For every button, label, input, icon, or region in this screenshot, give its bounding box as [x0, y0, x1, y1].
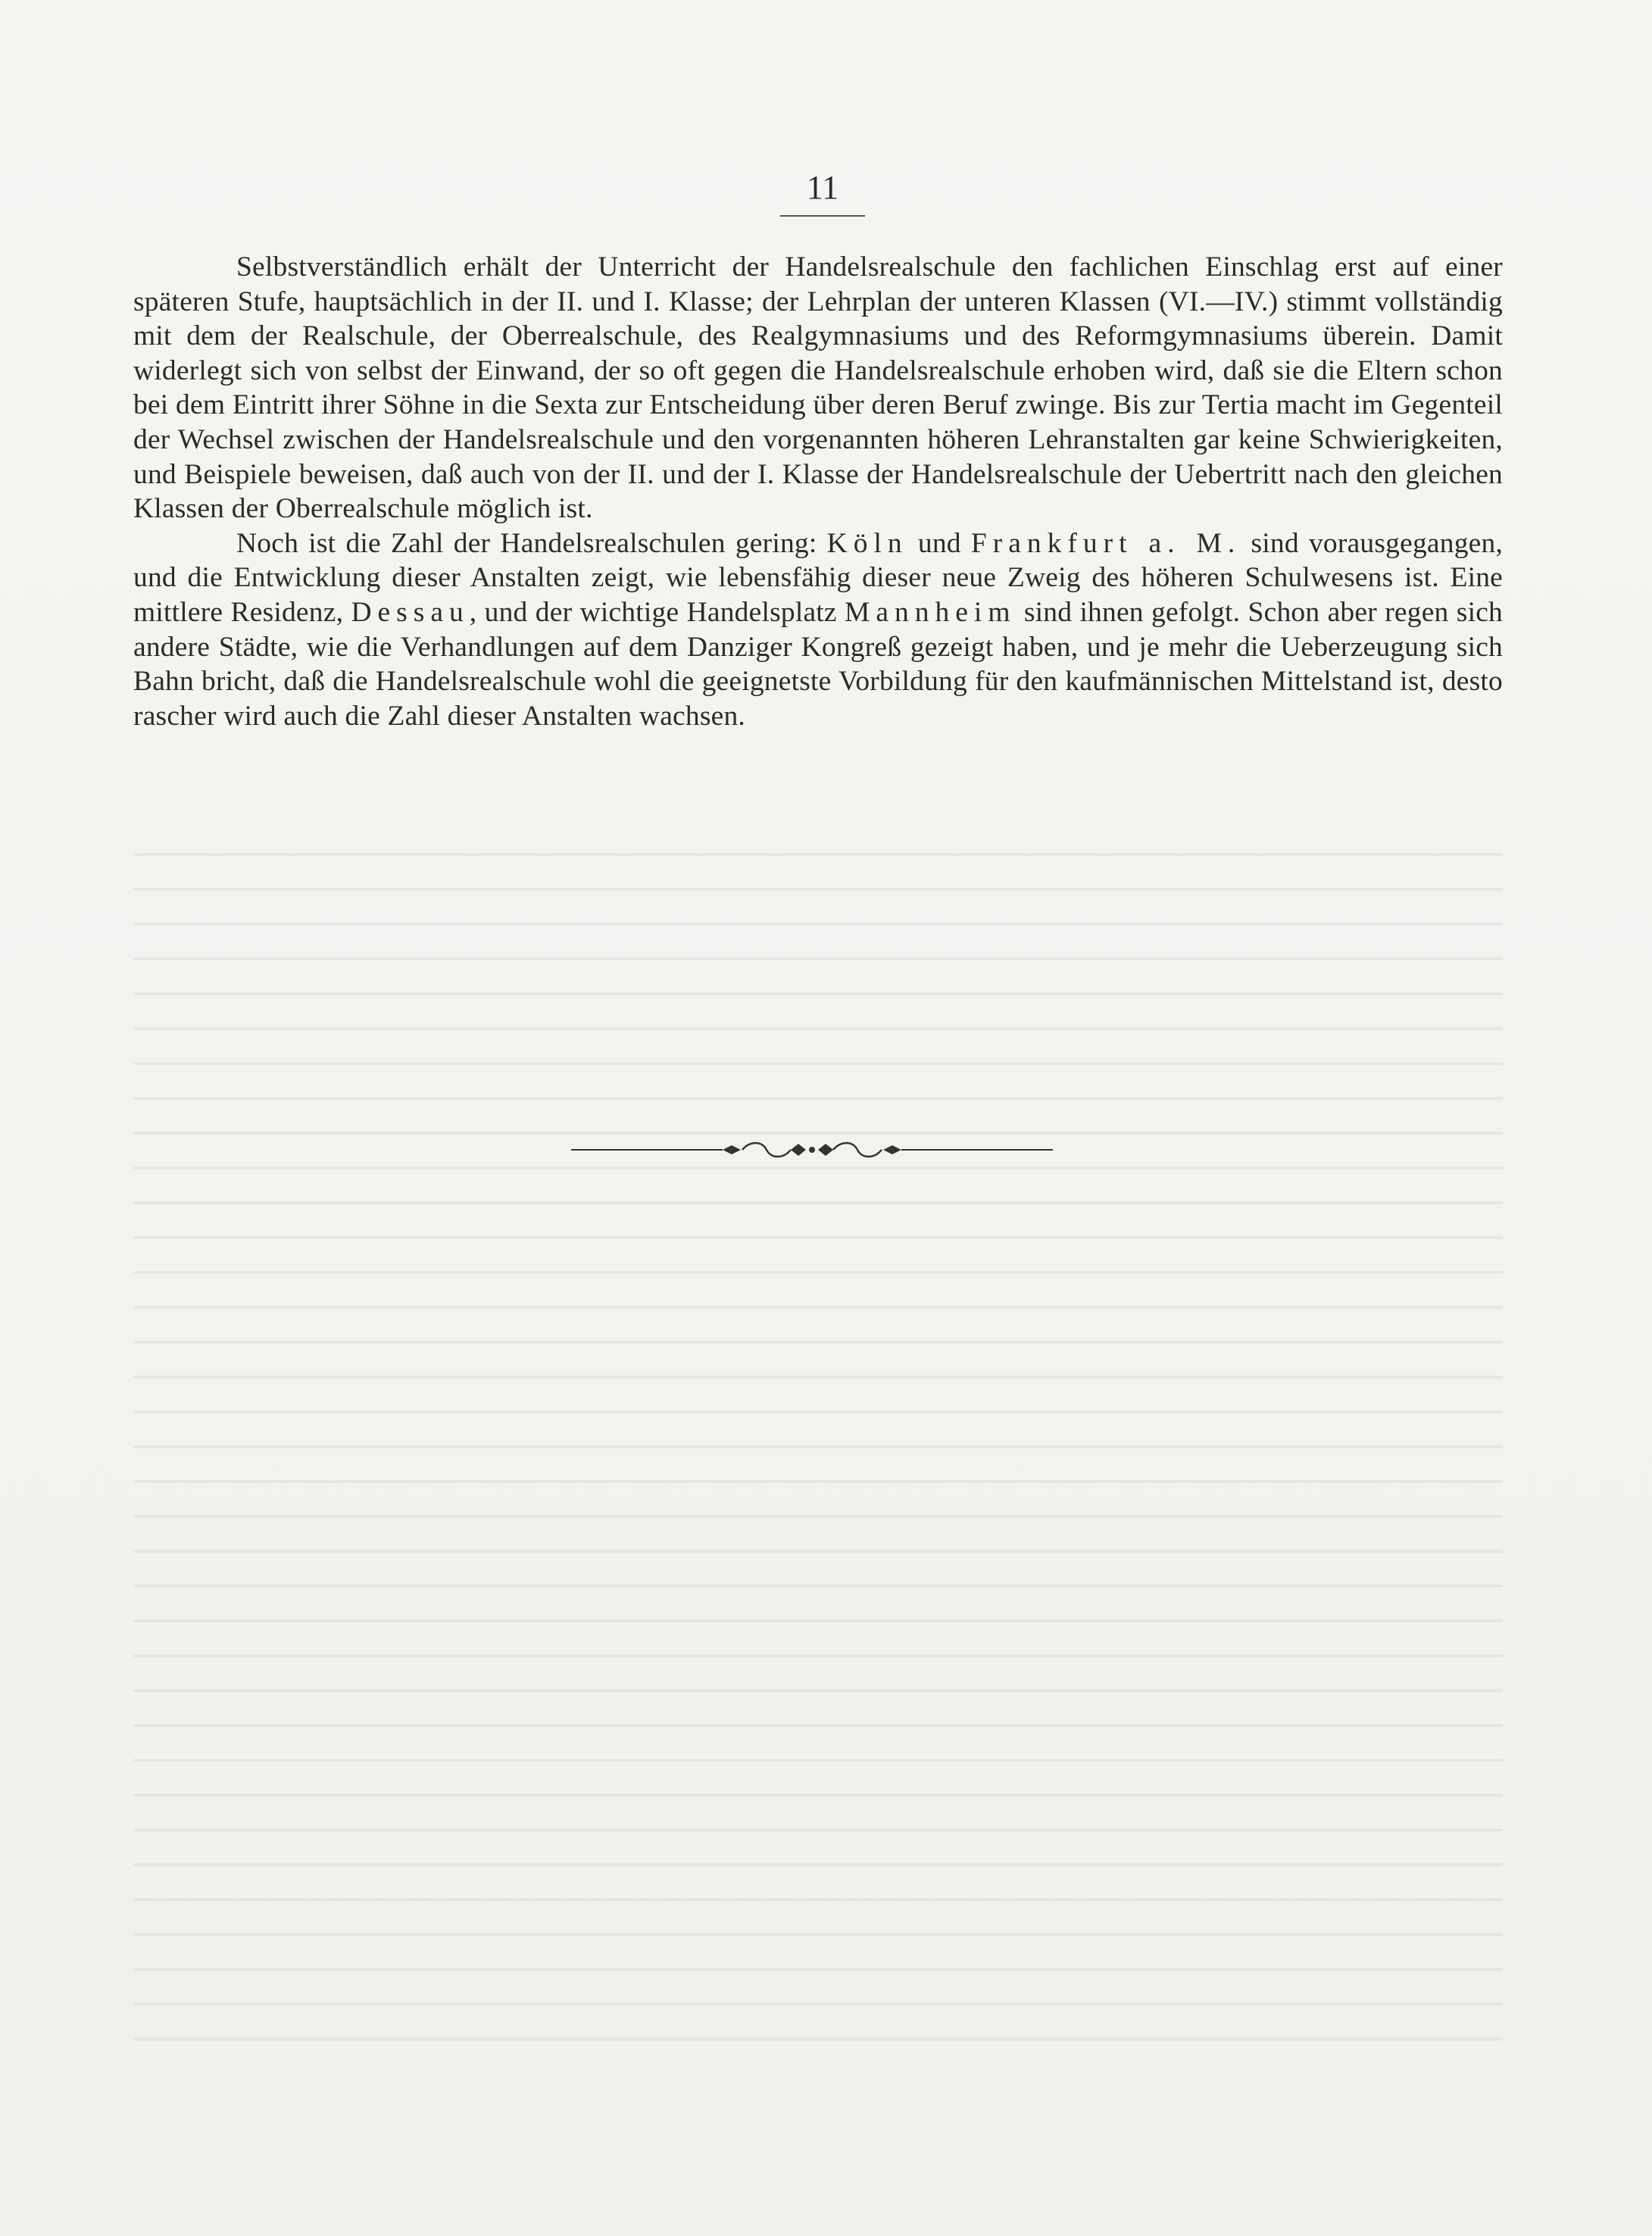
show-through-background [133, 833, 1503, 2045]
spaced-name: Mannheim [845, 596, 1016, 628]
text-segment: Selbstverständlich erhält der Unterricht der Handelsrealschule den fachlichen Einschlag erst auf einer späteren Stufe, hauptsächlich in der II. und I. Klasse; der Lehrplan der unteren Klassen (VI.—IV.) stimmt vollständig mit dem der Realschule, der Oberrealschule, des Realgymnasiums und des Reformgymnasiums überein. Damit widerlegt sich von selbst der Einwand, der so oft gegen die Handelsrealschule erhoben wird, daß sie die Eltern schon bei dem Eintritt ihrer Söhne in die Sexta zur Entscheidung über deren Beruf zwinge. Bis zur Tertia macht im Gegenteil der Wechsel zwischen der Handelsrealschule und den vorgenannten höheren Lehranstalten gar keine Schwierigkeiten, und Beispiele beweisen, daß auch von der II. und der I. Klasse der Handelsrealschule der Uebertritt nach den gleichen Klassen der Oberrealschule möglich ist. [133, 251, 1503, 525]
spaced-name: Köln [826, 527, 908, 559]
text-segment: sind ihnen gefolgt. Schon aber regen sich andere Städte, wie die Verhandlungen auf dem Danziger Kongreß gezeigt haben, und je mehr die Ueberzeugung sich Bahn bricht, daß die Handelsrealschule wohl die geeignetste Vorbildung für den kaufmännischen Mittelstand ist, desto rascher wird auch die Zahl dieser Anstalten wachsen. [133, 596, 1503, 732]
paragraph [133, 526, 1503, 734]
spaced-name: Frankfurt a. M. [970, 527, 1241, 559]
text-segment: Noch ist die Zahl der Handelsrealschulen gering: [236, 527, 827, 559]
page-number-rule [780, 215, 865, 217]
text-segment: und [907, 527, 971, 559]
paragraph [133, 250, 1503, 526]
spaced-name: Dessau [351, 596, 470, 628]
body-text [133, 250, 1503, 733]
page-number-header [780, 168, 865, 217]
decorative-divider-icon [571, 1138, 1053, 1162]
page-number: 11 [806, 169, 839, 206]
text-segment: sind vorausgegangen, und die Entwicklung dieser Anstalten zeigt, wie lebensfähig dieser neue Zweig des höheren Schulwesens ist. Eine mittlere Residenz, [133, 527, 1504, 628]
text-segment: , und der wichtige Handelsplatz [469, 596, 845, 628]
